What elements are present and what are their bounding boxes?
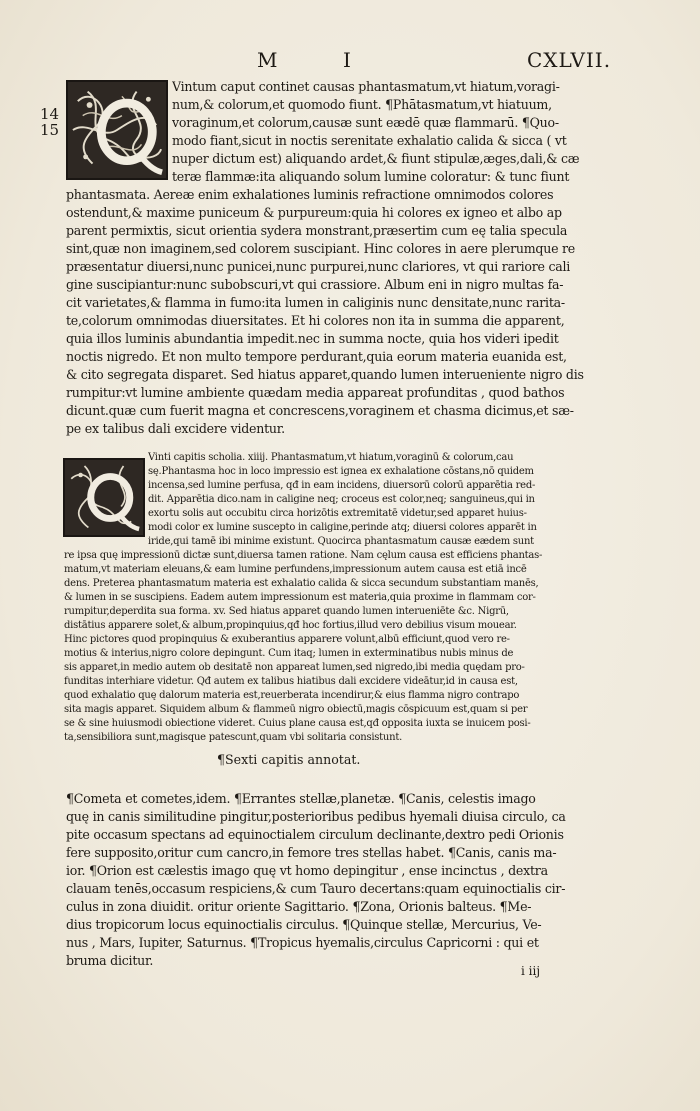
text-line: noctis nigredo. Et non multo tempore perdurant,quia eorum materia euanida est,: [66, 349, 567, 364]
text-line: se & sine huiusmodi obiectione videret. Cuius plane causa est,qđ opposita iuxta se inuicem posi-: [64, 718, 531, 729]
text-line: phantasmata. Aereæ enim exhalationes luminis refractione omnimodos colores: [66, 187, 554, 202]
text-line: dit. Apparētia dico.nam in caligine neq; croceus est color,neq; sanguineus,qui in: [148, 494, 535, 505]
text-line: parent permixtis, sicut orientia sydera monstrant,præsertim cum eę talia specula: [66, 223, 568, 238]
text-line: dens. Preterea phantasmatum materia est exhalatio calida & sicca secundum substantiam manēs,: [64, 578, 539, 589]
text-line: quia illos luminis abundantia impedit.nec in summa nocte, quia hos videri ipedit: [66, 331, 559, 346]
text-line: motius & interius,nigro colore depingunt. Cum itaq; lumen in exterminatibus nubis minus de: [64, 648, 514, 659]
text-line: sita magis apparet. Siquidem album & flammeū nigro obiectū,magis cōspicuum est,quam si per: [64, 704, 528, 715]
text-line: num,& colorum,et quomodo fiunt. ¶Phātasmatum,vt hiatuum,: [172, 97, 552, 112]
text-line: voraginum,et colorum,causæ sunt eædē quæ flammarū. ¶Quo-: [172, 115, 559, 130]
text-line: & cito segregata disparet. Sed hiatus apparet,quando lumen interueniente nigro dis: [66, 367, 584, 382]
text-line: ostendunt,& maxime puniceum & purpureum:quia hi colores ex igneo et albo ap: [66, 205, 562, 220]
text-line: quod exhalatio quę dalorum materia est,reuerberata incendirur,& eius flamma nigro contrapo: [64, 690, 520, 701]
text-line: pe ex talibus dali excidere videntur.: [66, 421, 285, 436]
text-line: sint,quæ non imaginem,sed colorem suscipiant. Hinc colores in aere plerumque re: [66, 241, 576, 256]
text-line: & lumen in se suscipiens. Eadem autem impressionum est materia,quia proxime in flammam cor-: [64, 592, 536, 603]
text-line: nuper dictum est) aliquando ardet,& fiunt stipulæ,æges,dali,& cæ: [172, 151, 580, 166]
text-line: culus in zona diuidit. oritur oriente Sagittario. ¶Zona, Orionis balteus. ¶Me-: [66, 899, 532, 914]
text-line: rumpitur,deperdita sua forma. xv. Sed hiatus apparet quando lumen interueniēte &c. Nigrū,: [64, 606, 509, 617]
text-line: modo fiant,sicut in noctis serenitate exhalatio calida & sicca ( vt: [172, 133, 567, 148]
text-line: te,colorum omnimodas diuersitates. Et hi colores non ita in summa die apparent,: [66, 313, 565, 328]
text-line: Vintum caput continet causas phantasmatum,vt hiatum,voragi-: [172, 79, 560, 94]
header-left: M: [257, 48, 279, 72]
section-heading: ¶Sexti capitis annotat.: [217, 752, 361, 767]
text-line: iride,qui tamē ibi minime existunt. Quocirca phantasmatum causæ eædem sunt: [148, 536, 534, 547]
text-line: præsentatur diuersi,nunc punicei,nunc purpurei,nunc clariores, vt qui rariore cali: [66, 259, 571, 274]
text-line: dius tropicorum locus equinoctialis circulus. ¶Quinque stellæ, Mercurius, Ve-: [66, 917, 542, 932]
text-line: cit varietates,& flamma in fumo:ita lumen in caliginis nunc densitate,nunc rarita-: [66, 295, 565, 310]
text-line: bruma dicitur.: [66, 953, 154, 968]
text-line: nus , Mars, Iupiter, Saturnus. ¶Tropicus hyemalis,circulus Capricorni : qui et: [66, 935, 539, 950]
text-line: matum,vt materiam eleuans,& eam lumine perfundens,impressionum autem causa est etiā incē: [64, 564, 527, 575]
text-line: sis apparet,in medio autem ob desitatē non appareat lumen,sed nigredo,ibi media quędam pro-: [64, 662, 525, 673]
text-line: pite occasum spectans ad equinoctialem circulum declinante,dextro pedi Orionis: [66, 827, 564, 842]
text-line: ¶Cometa et cometes,idem. ¶Errantes stellæ,planetæ. ¶Canis, celestis imago: [66, 791, 536, 806]
header-folio: CXLVII.: [527, 48, 612, 72]
text-line: fere supposito,oritur cum cancro,in femore tres stellas habet. ¶Canis, canis ma-: [66, 845, 557, 860]
text-line: incensa,sed lumine perfusa, qđ in eam incidens, diuersorū colorū apparētia red-: [148, 480, 536, 491]
text-line: Vinti capitis scholia. xiiij. Phantasmatum,vt hiatum,voraginū & colorum,cau: [148, 452, 514, 463]
text-line: clauam tenēs,occasum respiciens,& cum Tauro decertans:quam equinoctialis cir-: [66, 881, 566, 896]
text-line: exortu solis aut occubitu circa horizōtis extremitatē videtur,sed apparet huius-: [148, 508, 527, 519]
signature-mark: i iij: [521, 964, 541, 978]
text-line: rumpitur:vt lumine ambiente quædam media appareat profunditas , quod bathos: [66, 385, 565, 400]
text-line: ior. ¶Orion est cælestis imago quę vt homo depingitur , ense incinctus , dextra: [66, 863, 548, 878]
text-line: dicunt.quæ cum fuerit magna et concrescens,voraginem et chasma dicimus,et sæ-: [66, 403, 574, 418]
text-line: re ipsa quę impressionū dictæ sunt,diuersa tamen ratione. Nam cęlum causa est efficiens phantas-: [64, 550, 543, 561]
text-line: teræ flammæ:ita aliquando solum lumine coloratur: & tunc fiunt: [172, 169, 570, 184]
header-middle: I: [343, 48, 352, 72]
text-line: distātius apparere solet,& album,propinquius,qđ hoc fortius,illud vero debilius visum mouear.: [64, 620, 517, 631]
text-line: modi color ex lumine suscepto in caligine,perinde atq; diuersi colores apparēt in: [148, 522, 537, 533]
text-line: funditas interhiare videtur. Qđ autem ex talibus hiatibus dali excidere videātur,id in causa est,: [64, 676, 518, 687]
text-line: ta,sensibiliora sunt,magisque patescunt,quam vbi solitaria consistunt.: [64, 732, 403, 743]
text-line: sę.Phantasma hoc in loco impressio est ignea ex exhalatione cōstans,nō quidem: [148, 466, 534, 477]
margin-number: 14: [40, 105, 60, 123]
text-line: quę in canis similitudine pingitur,posterioribus pedibus hyemali diuisa circulo, ca: [66, 809, 566, 824]
text-line: Hinc pictores quod propinquius & exuberantius apparere volunt,albū efficiunt,quod vero re-: [64, 634, 510, 645]
text-line: gine suscipiantur:nunc subobscuri,vt qui crassiore. Album eni in nigro multas fa-: [66, 277, 564, 292]
margin-number: 15: [40, 121, 60, 139]
